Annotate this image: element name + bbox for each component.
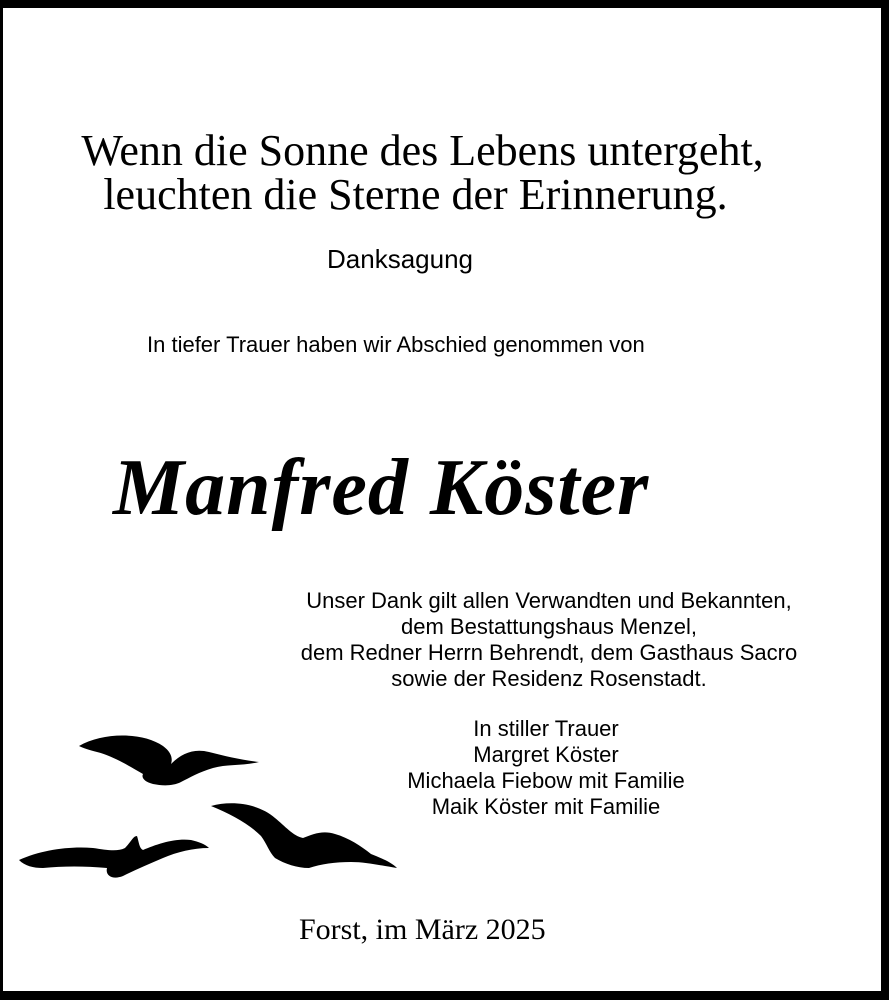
thanks-line-4: sowie der Residenz Rosenstadt.	[391, 666, 707, 691]
heading-danksagung: Danksagung	[327, 244, 473, 274]
thanks-line-3: dem Redner Herrn Behrendt, dem Gasthaus Sacro	[300, 640, 798, 665]
quote-line-1: Wenn die Sonne des Lebens untergeht,	[81, 126, 764, 175]
bird-icon	[19, 836, 209, 878]
flying-birds-icon	[13, 708, 403, 898]
intro-text: In tiefer Trauer haben wir Abschied genommen von	[147, 332, 645, 357]
mourners-line-4: Maik Köster mit Familie	[431, 794, 661, 819]
deceased-name: Manfred Köster	[113, 444, 650, 532]
mourners-block	[373, 716, 719, 820]
mourners-line-2: Margret Köster	[473, 742, 619, 767]
place-date: Forst, im März 2025	[299, 913, 546, 946]
thanks-block	[239, 588, 859, 692]
thanks-line-1: Unser Dank gilt allen Verwandten und Bekannten,	[306, 588, 792, 613]
mourners-line-1: In stiller Trauer	[473, 716, 619, 741]
mourners-line-3: Michaela Fiebow mit Familie	[407, 768, 685, 793]
bird-icon	[79, 736, 259, 786]
thanks-line-2: dem Bestattungshaus Menzel,	[401, 614, 697, 639]
quote-line-2: leuchten die Sterne der Erinnerung.	[103, 170, 728, 219]
bird-icon	[211, 803, 397, 868]
